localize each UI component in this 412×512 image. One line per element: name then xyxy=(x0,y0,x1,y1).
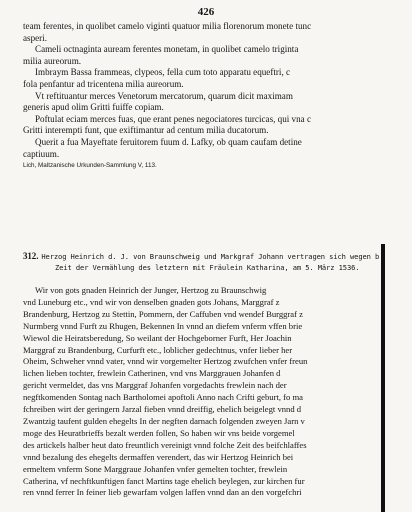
document-number: 312. xyxy=(23,251,39,261)
text-line: Wir von gots gnaden Heinrich der Junger, Hertzog zu Braunschwig xyxy=(35,285,267,295)
latin-text-block xyxy=(23,21,403,171)
text-line: Gritti interempti funt, que exiftimantur ad centum milia ducatorum. xyxy=(23,125,269,136)
text-line: Querit a fua Mayeftate feruitorem fuum d. Lafky, ob quam caufam detine xyxy=(35,136,302,147)
source-note: Lich, Maltzanische Urkunden-Sammlung V, 113. xyxy=(23,162,157,170)
text-line: asperi. xyxy=(23,32,47,43)
text-line: ermeltem vnferm Sone Marggraue Johanfen vnfer gemelten tochter, frewlein xyxy=(23,463,288,474)
text-line: vnnd bezalung des ehegelts dermaffen verendert, das wir Hertzog Heinrich bei xyxy=(23,451,294,462)
page-edge-shadow xyxy=(381,244,385,512)
text-line: ren vnnd ferrer In feiner lieb gewarfam volgen laffen vnnd dan an den vorgefchri xyxy=(23,487,302,498)
text-line: des artickels halber heut dato freuntlich vereinigt vnnd folche Zeit des beifchlaffes xyxy=(23,439,307,450)
heading-line: Zeit der Vermählung des letztern mit Fräulein Katharina, am 5. März 1536. xyxy=(55,263,360,273)
text-line: gericht vermeldet, das vns Marggraf Johanfen vorgedachts frewlein nach der xyxy=(23,380,287,391)
heading-text: Herzog Heinrich d. J. von Braunschweig und Markgraf Johann vertragen sich wegen b xyxy=(41,252,380,261)
text-line: fchreiben wirt der geringern Jarzal fieben vnnd dreiffig, ehelich beigelegt vnnd d xyxy=(23,404,302,415)
text-line: Catherina, vf nechftkunftigen fanct Martins tage ehelich beylegen, zur kirchen fur xyxy=(23,475,305,486)
text-line: lichen lieben tochter, frewlein Catherinen, vnd vns Marggrauen Johanfen d xyxy=(23,368,281,379)
text-line: fola penfantur ad tricentena milia aureorum. xyxy=(23,78,184,89)
text-line: Imbraym Bassa frammeas, clypeos, fella cum toto apparatu equeftri, c xyxy=(35,67,291,78)
text-line: generis apud olim Gritti fuiffe copiam. xyxy=(23,102,164,113)
text-line: milia aureorum. xyxy=(23,55,82,66)
text-line: captiuum. xyxy=(23,148,60,159)
text-line: Zwantzig taufent gulden ehegelts In der negften darnach folgenden zweyen Jarn v xyxy=(23,415,305,426)
page-number: 426 xyxy=(197,6,215,18)
text-line: Wiewol die Heiratsberedung, So weilant der Hochgeborner Furft, Her Joachin xyxy=(23,332,292,343)
document-heading xyxy=(23,251,398,274)
text-line: team ferentes, in quolibet camelo viginti quatuor milia florenorum monete tunc xyxy=(23,21,312,31)
text-line: negftkomenden Sontag nach Bartholomei apoftoli Anno nach Crifti geburt, fo ma xyxy=(23,392,303,403)
text-line: Vt reftituantur merces Venetorum mercatorum, quarum dicit maximam xyxy=(35,90,293,101)
text-line: Poftulat eciam merces fuas, que erant penes negociatores turcicas, qui vna c xyxy=(35,113,311,124)
text-line: Nurmberg vnnd Furft zu Rhugen, Bekennen In vnnd an diefem vnferm vffen brie xyxy=(23,320,303,331)
text-line: Marggraf zu Brandenburg, Curfurft etc., loblicher gedechtnus, vnfer lieber her xyxy=(23,344,293,355)
text-line: Brandenburg, Hertzog zu Stettin, Pommern, der Caffuben vnd wendef Burggraf z xyxy=(23,308,303,319)
text-line: Cameli octnaginta auream ferentes monetam, in quolibet camelo triginta xyxy=(35,44,299,55)
text-line: vnd Luneburg etc., vnd wir von denselben gnaden gots Johans, Marggraf z xyxy=(23,296,280,307)
text-line: Oheim, Schweher vnnd vater, vnnd wir vorgemelter Hertzog zwufchen vnfer freun xyxy=(23,356,308,367)
text-line: moge des Heuratbrieffs bezalt werden follen, So haben wir vns beide vorgemel xyxy=(23,427,295,438)
heading-line xyxy=(23,251,398,262)
german-text-block xyxy=(23,285,378,499)
